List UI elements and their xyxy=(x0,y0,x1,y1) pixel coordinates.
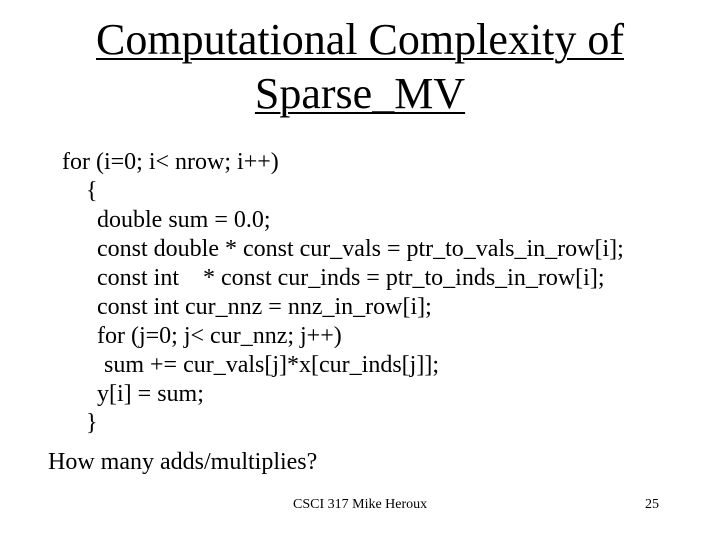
code-line-cur-vals: const double * const cur_vals = ptr_to_vals_in_row[i]; xyxy=(97,236,624,262)
code-line-for-outer: for (i=0; i< nrow; i++) xyxy=(62,149,279,175)
code-line-y-assign: y[i] = sum; xyxy=(97,381,204,407)
slide-title-line-2: Sparse_MV xyxy=(254,69,466,118)
code-line-sum-accumulate: sum += cur_vals[j]*x[cur_inds[j]]; xyxy=(104,352,439,378)
code-line-open-brace: { xyxy=(86,178,98,204)
code-line-sum-init: double sum = 0.0; xyxy=(97,207,271,233)
footer-credit: CSCI 317 Mike Heroux xyxy=(293,497,428,512)
code-line-for-inner: for (j=0; j< cur_nnz; j++) xyxy=(97,323,342,349)
page-number: 25 xyxy=(645,497,659,512)
code-line-cur-inds: const int * const cur_inds = ptr_to_inds_in_row[i]; xyxy=(97,265,605,291)
code-line-cur-nnz: const int cur_nnz = nnz_in_row[i]; xyxy=(97,294,432,320)
slide-title-line-1: Computational Complexity of xyxy=(96,15,624,64)
question-text: How many adds/multiplies? xyxy=(48,449,318,475)
code-line-close-brace: } xyxy=(86,410,98,436)
